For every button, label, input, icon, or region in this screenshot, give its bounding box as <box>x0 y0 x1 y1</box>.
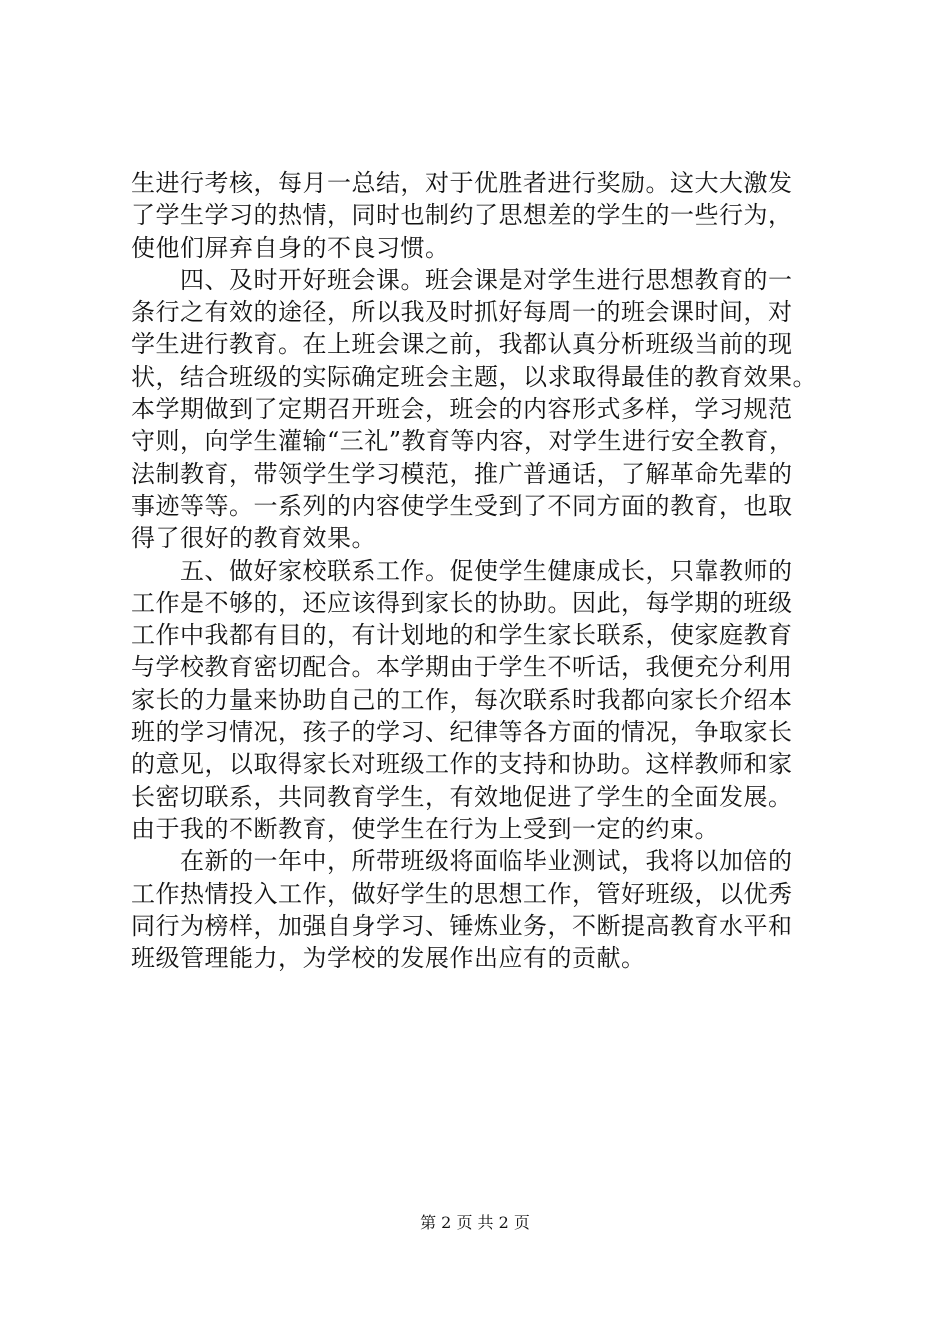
text-line: 班的学习情况，孩子的学习、纪律等各方面的情况，争取家长 <box>131 718 793 747</box>
text-line: 法制教育，带领学生学习模范，推广普通话，了解革命先辈的 <box>131 459 793 488</box>
text-line: 工作是不够的，还应该得到家长的协助。因此，每学期的班级 <box>131 588 793 617</box>
text-line: 守则，向学生灌输“三礼”教育等内容，对学生进行安全教育， <box>131 427 794 456</box>
text-line: 生进行考核，每月一总结，对于优胜者进行奖励。这大大激发 <box>131 169 793 197</box>
text-line: 事迹等等。一系列的内容使学生受到了不同方面的教育，也取 <box>131 491 793 520</box>
text-line: 班级管理能力，为学校的发展作出应有的贡献。 <box>131 944 646 973</box>
text-line: 学生进行教育。在上班会课之前，我都认真分析班级当前的现 <box>131 330 793 359</box>
page-number-footer: 第 2 页 共 2 页 <box>420 1213 530 1232</box>
text-line: 与学校教育密切配合。本学期由于学生不听话，我便充分利用 <box>131 653 793 682</box>
text-line: 长密切联系，共同教育学生，有效地促进了学生的全面发展。 <box>131 782 793 811</box>
text-line: 四、及时开好班会课。班会课是对学生进行思想教育的一 <box>131 265 793 294</box>
text-line: 条行之有效的途径，所以我及时抓好每周一的班会课时间，对 <box>131 298 793 327</box>
text-line: 在新的一年中，所带班级将面临毕业测试，我将以加倍的 <box>131 847 793 876</box>
text-line: 的意见，以取得家长对班级工作的支持和协助。这样教师和家 <box>131 750 793 779</box>
document-body <box>131 167 831 974</box>
text-line: 状，结合班级的实际确定班会主题，以求取得最佳的教育效果。 <box>131 362 817 391</box>
text-line: 得了很好的教育效果。 <box>131 524 376 553</box>
text-line: 工作中我都有目的，有计划地的和学生家长联系，使家庭教育 <box>131 621 793 650</box>
text-line: 工作热情投入工作，做好学生的思想工作，管好班级，以优秀 <box>131 879 793 908</box>
text-line: 同行为榜样，加强自身学习、锤炼业务，不断提高教育水平和 <box>131 911 793 940</box>
text-line: 使他们屏弃自身的不良习惯。 <box>131 233 450 262</box>
text-line: 由于我的不断教育，使学生在行为上受到一定的约束。 <box>131 814 719 843</box>
text-line: 五、做好家校联系工作。促使学生健康成长，只靠教师的 <box>131 556 793 585</box>
text-line: 了学生学习的热情，同时也制约了思想差的学生的一些行为， <box>131 201 793 230</box>
text-line: 本学期做到了定期召开班会，班会的内容形式多样，学习规范 <box>131 395 793 424</box>
text-line: 家长的力量来协助自己的工作，每次联系时我都向家长介绍本 <box>131 685 793 714</box>
